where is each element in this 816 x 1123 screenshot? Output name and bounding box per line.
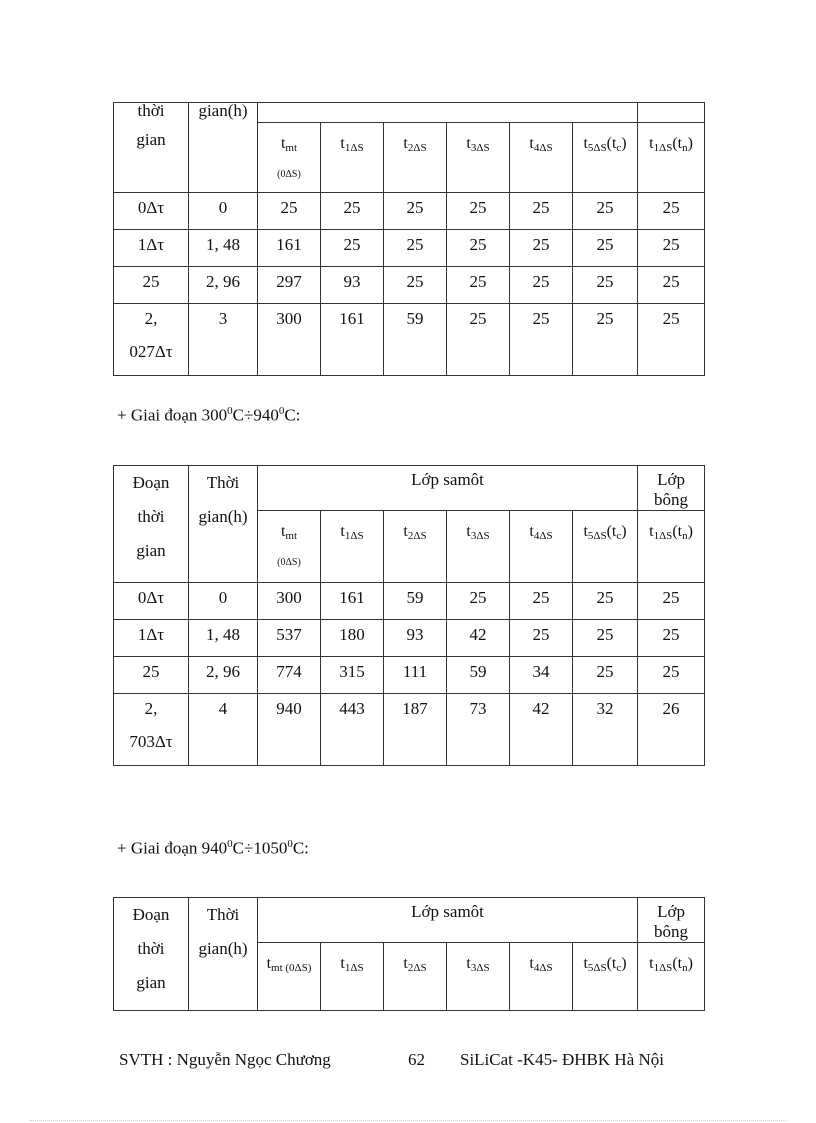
- col-t1: $t_{1\Delta S}$: [321, 123, 384, 193]
- row-value: 25: [573, 620, 638, 657]
- row-value: 25: [638, 193, 705, 230]
- row-value: 25: [638, 304, 705, 376]
- table-row: [114, 193, 705, 230]
- header-period: Đoạn thời gian: [114, 898, 189, 1011]
- header-group-bong: Lớp bông: [638, 898, 705, 943]
- row-value: 161: [258, 230, 321, 267]
- footer-author: SVTH : Nguyễn Ngọc Chương: [119, 1050, 331, 1069]
- row-value: 25: [638, 620, 705, 657]
- row-value: 180: [321, 620, 384, 657]
- col-t4: $t_{4\Delta S}$: [510, 511, 573, 583]
- row-value: 25: [510, 193, 573, 230]
- row-period-label: 2, 703Δτ: [114, 694, 189, 766]
- row-value: 25: [321, 193, 384, 230]
- col-t4: $t_{4\Delta S}$: [510, 123, 573, 193]
- row-value: 25: [510, 267, 573, 304]
- col-tmt: $t_{mt}$ (0ΔS): [258, 123, 321, 193]
- row-value: 187: [384, 694, 447, 766]
- row-value: 25: [384, 267, 447, 304]
- header-group-2: [638, 103, 705, 123]
- table-row: [114, 583, 705, 620]
- row-value: 25: [573, 583, 638, 620]
- table-row: [114, 694, 705, 766]
- row-value: 25: [510, 620, 573, 657]
- row-value: 25: [573, 193, 638, 230]
- row-time: 0: [189, 583, 258, 620]
- header-group-samot: Lớp samôt: [258, 466, 638, 511]
- row-time: 3: [189, 304, 258, 376]
- row-period-label: 25: [114, 657, 189, 694]
- row-time: 1, 48: [189, 230, 258, 267]
- header-time: Thời gian(h): [189, 898, 258, 1011]
- col-tn: $t_{1\Delta S}(t_n)$: [638, 943, 705, 1011]
- col-t2: $t_{2\Delta S}$: [384, 943, 447, 1011]
- stage-2-heading: + Giai đoạn $300^0C\div 940^0C$:: [117, 405, 301, 425]
- row-value: 25: [447, 304, 510, 376]
- row-period-label: 0Δτ: [114, 583, 189, 620]
- row-value: 73: [447, 694, 510, 766]
- row-value: 32: [573, 694, 638, 766]
- header-time: Thời gian(h): [189, 466, 258, 583]
- row-value: 25: [638, 267, 705, 304]
- footer-page-number: 62: [408, 1050, 425, 1069]
- col-tn: $t_{1\Delta S}(t_n)$: [638, 511, 705, 583]
- row-period-label: 25: [114, 267, 189, 304]
- table-row: [114, 267, 705, 304]
- row-value: 93: [321, 267, 384, 304]
- row-value: 25: [638, 657, 705, 694]
- row-value: 161: [321, 583, 384, 620]
- row-time: 0: [189, 193, 258, 230]
- table-row: [114, 657, 705, 694]
- col-t5: $t_{5\Delta S}(t_c)$: [573, 123, 638, 193]
- table-row: [114, 230, 705, 267]
- row-value: 25: [447, 230, 510, 267]
- row-value: 34: [510, 657, 573, 694]
- row-value: 59: [447, 657, 510, 694]
- row-value: 25: [447, 583, 510, 620]
- row-value: 25: [321, 230, 384, 267]
- row-value: 42: [510, 694, 573, 766]
- row-value: 59: [384, 304, 447, 376]
- row-value: 25: [638, 583, 705, 620]
- row-value: 26: [638, 694, 705, 766]
- row-value: 25: [638, 230, 705, 267]
- row-period-label: 1Δτ: [114, 620, 189, 657]
- row-value: 25: [573, 304, 638, 376]
- table-stage-1: [113, 102, 705, 376]
- row-value: 59: [384, 583, 447, 620]
- stage-3-heading: + Giai đoạn $940^0C\div 1050^0C$:: [117, 838, 309, 858]
- col-t1: $t_{1\Delta S}$: [321, 943, 384, 1011]
- row-value: 300: [258, 304, 321, 376]
- row-value: 25: [447, 193, 510, 230]
- table-row: [114, 304, 705, 376]
- row-value: 25: [384, 193, 447, 230]
- row-value: 315: [321, 657, 384, 694]
- col-t5: $t_{5\Delta S}(t_c)$: [573, 943, 638, 1011]
- row-value: 25: [447, 267, 510, 304]
- col-t1: $t_{1\Delta S}$: [321, 511, 384, 583]
- row-period-label: 0Δτ: [114, 193, 189, 230]
- row-time: 2, 96: [189, 657, 258, 694]
- row-period-label: 2, 027Δτ: [114, 304, 189, 376]
- page-bottom-rule: [30, 1120, 786, 1121]
- col-t2: $t_{2\Delta S}$: [384, 123, 447, 193]
- col-t3: $t_{3\Delta S}$: [447, 511, 510, 583]
- row-value: 940: [258, 694, 321, 766]
- row-time: 1, 48: [189, 620, 258, 657]
- row-value: 300: [258, 583, 321, 620]
- table-row: [114, 620, 705, 657]
- row-value: 25: [510, 583, 573, 620]
- row-value: 42: [447, 620, 510, 657]
- header-group-bong: Lớp bông: [638, 466, 705, 511]
- col-t3: $t_{3\Delta S}$: [447, 943, 510, 1011]
- row-value: 111: [384, 657, 447, 694]
- header-group-1: [258, 103, 638, 123]
- row-value: 25: [384, 230, 447, 267]
- col-t5: $t_{5\Delta S}(t_c)$: [573, 511, 638, 583]
- row-time: 2, 96: [189, 267, 258, 304]
- row-value: 443: [321, 694, 384, 766]
- table-stage-2: [113, 465, 705, 766]
- footer-organization: SiLiCat -K45- ĐHBK Hà Nội: [460, 1050, 664, 1069]
- header-period: Đoạn thời gian: [114, 466, 189, 583]
- header-period: thời gian: [114, 103, 189, 193]
- row-value: 25: [573, 267, 638, 304]
- row-value: 774: [258, 657, 321, 694]
- row-period-label: 1Δτ: [114, 230, 189, 267]
- col-t2: $t_{2\Delta S}$: [384, 511, 447, 583]
- col-t3: $t_{3\Delta S}$: [447, 123, 510, 193]
- row-value: 297: [258, 267, 321, 304]
- row-value: 161: [321, 304, 384, 376]
- row-value: 25: [510, 304, 573, 376]
- col-tmt: $t_{mt (0\Delta S)}$: [258, 943, 321, 1011]
- row-value: 25: [510, 230, 573, 267]
- col-tmt: $t_{mt}$ (0ΔS): [258, 511, 321, 583]
- row-time: 4: [189, 694, 258, 766]
- header-time: gian(h): [189, 103, 258, 193]
- col-t4: $t_{4\Delta S}$: [510, 943, 573, 1011]
- row-value: 93: [384, 620, 447, 657]
- row-value: 25: [573, 230, 638, 267]
- row-value: 537: [258, 620, 321, 657]
- row-value: 25: [258, 193, 321, 230]
- header-group-samot: Lớp samôt: [258, 898, 638, 943]
- table-stage-3: [113, 897, 705, 1011]
- col-tn: $t_{1\Delta S}(t_n)$: [638, 123, 705, 193]
- row-value: 25: [573, 657, 638, 694]
